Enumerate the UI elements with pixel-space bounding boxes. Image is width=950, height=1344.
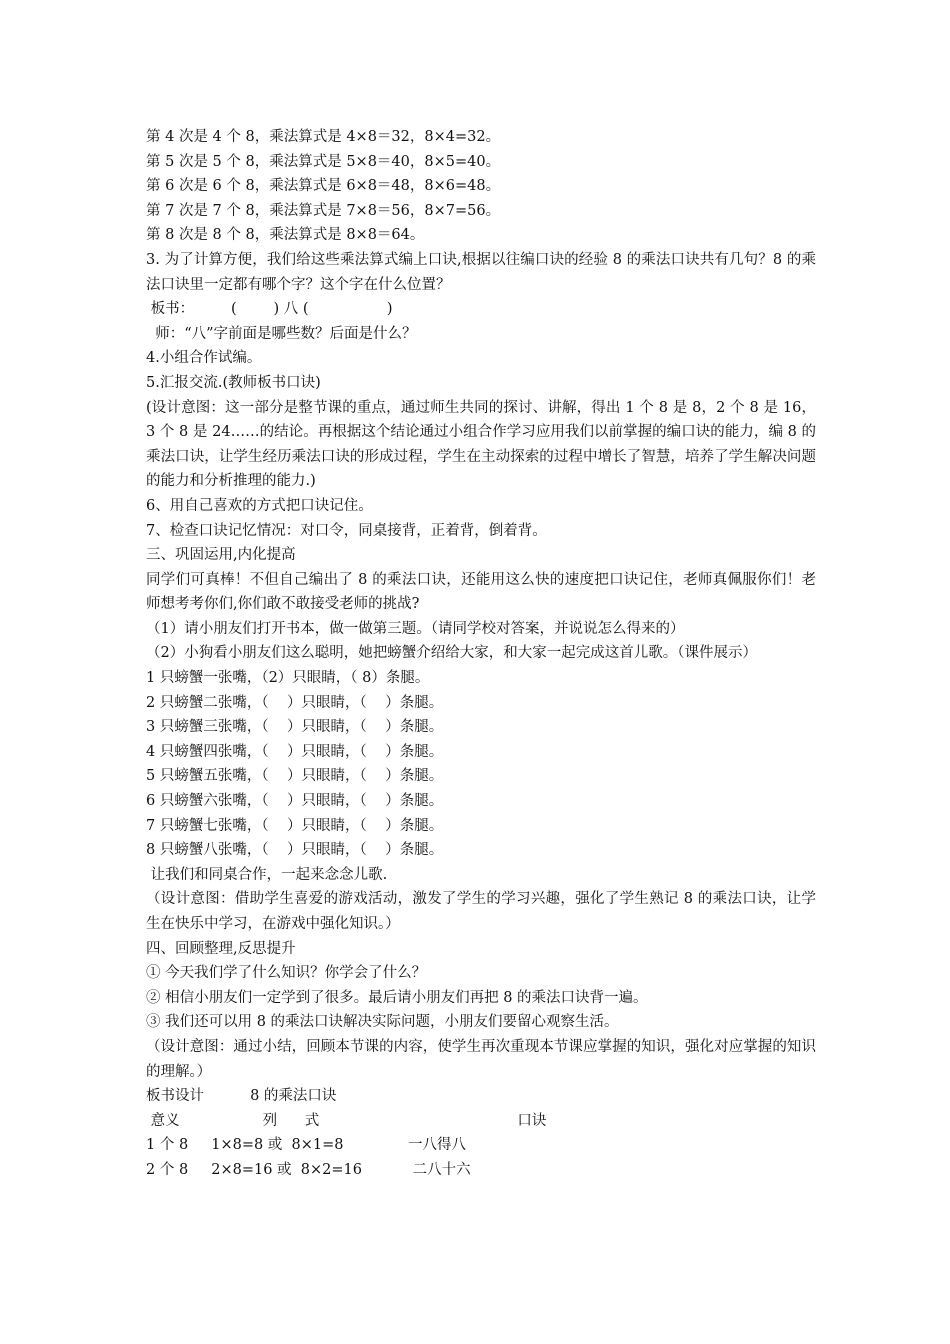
teacher-line: 师：“八”字前面是哪些数？后面是什么？ [146,325,417,342]
crab-line: 4 只螃蟹四张嘴，（ ）只眼睛，（ ）条腿。 [146,743,444,760]
board-table-row: 2 个 8 2×8=16 或 8×2=16 二八十六 [146,1161,471,1178]
review-item: ② 相信小朋友们一定学到了很多。最后请小朋友们再把 8 的乘法口诀背一遍。 [146,989,648,1006]
section-3-heading: 三、巩固运用,内化提高 [146,547,296,564]
crab-line: 3 只螃蟹三张嘴，（ ）只眼睛，（ ）条腿。 [146,719,444,736]
crab-line: 8 只螃蟹八张嘴，（ ）只眼睛，（ ）条腿。 [146,842,444,859]
design-intent-3: （设计意图：通过小结，回顾本节课的内容，使学生再次重现本节课应掌握的知识，强化对应掌握的知识的理解。） [146,1038,816,1080]
item-1: （1）请小朋友们打开书本，做一做第三题。（请同学校对答案，并说说怎么得来的） [146,620,685,637]
board-design-title: 板书设计 8 的乘法口诀 [146,1088,337,1105]
step6-line: 6、用自己喜欢的方式把口诀记住。 [146,497,373,514]
crab-line: 6 只螃蟹六张嘴，（ ）只眼睛，（ ）条腿。 [146,793,444,810]
crab-line: 7 只螃蟹七张嘴，（ ）只眼睛，（ ）条腿。 [146,817,444,834]
text-line: 第 5 次是 5 个 8，乘法算式是 5×8＝40，8×5=40。 [146,153,501,170]
text-line: 第 4 次是 4 个 8，乘法算式是 4×8＝32，8×4=32。 [146,129,501,145]
together-line: 让我们和同桌合作，一起来念念儿歌. [146,866,388,883]
review-item: ③ 我们还可以用 8 的乘法口诀解决实际问题，小朋友们要留心观察生活。 [146,1014,619,1031]
step7-line: 7、检查口诀记忆情况：对口令，同桌接背，正着背，倒着背。 [146,522,547,539]
step4-line: 4.小组合作试编。 [146,350,262,367]
item-2: （2）小狗看小朋友们这么聪明，她把螃蟹介绍给大家，和大家一起完成这首儿歌。（课件展示） [146,645,757,662]
section-4-heading: 四、回顾整理,反思提升 [146,940,296,957]
design-intent-2: （设计意图：借助学生喜爱的游戏活动，激发了学生的学习兴趣，强化了学生熟记 8 的乘法口诀，让学生在快乐中学习，在游戏中强化知识。） [146,891,816,932]
document-body [146,125,816,1183]
text-line: 第 7 次是 7 个 8，乘法算式是 7×8＝56，8×7=56。 [146,202,501,219]
board-table-row: 1 个 8 1×8=8 或 8×1=8 一八得八 [146,1137,467,1154]
paragraph-step3: 3. 为了计算方便，我们给这些乘法算式编上口诀,根据以往编口诀的经验 8 的乘法口诀共有几句？8 的乘法口诀里一定都有哪个字？这个字在什么位置？ [146,251,816,293]
board-line: 板书： ( ) 八 ( ) [146,301,393,318]
text-line: 第 8 次是 8 个 8，乘法算式是 8×8＝64。 [146,227,425,244]
section-3-paragraph: 同学们可真棒！不但自己编出了 8 的乘法口诀，还能用这么快的速度把口诀记住，老师真佩服你们！老师想考考你们,你们敢不敢接受老师的挑战? [146,571,816,613]
step5-line: 5.汇报交流.(教师板书口诀) [146,374,321,391]
design-intent-1: (设计意图：这一部分是整节课的重点，通过师生共同的探讨、讲解，得出 1 个 8 是 8，2 个 8 是 16，3 个 8 是 24……的结论。再根据这个结论通过小组合作学习应用我们以前掌握的编口诀的能力，编 8 的乘法口诀，让学生经历乘法口诀的形成过程，学生在主动探索的过程中增长了智慧，培养了学生解决问题的能力和分析推理的能力.) [146,399,816,490]
review-item: ① 今天我们学了什么知识？你学会了什么？ [146,965,427,982]
board-table-header: 意义 列 式 口诀 [146,1112,547,1129]
crab-line: 2 只螃蟹二张嘴，（ ）只眼睛，（ ）条腿。 [146,694,444,711]
crab-line: 1 只螃蟹一张嘴，（2）只眼睛，（ 8）条腿。 [146,670,430,687]
crab-line: 5 只螃蟹五张嘴，（ ）只眼睛，（ ）条腿。 [146,768,444,785]
text-line: 第 6 次是 6 个 8，乘法算式是 6×8＝48，8×6=48。 [146,178,501,195]
